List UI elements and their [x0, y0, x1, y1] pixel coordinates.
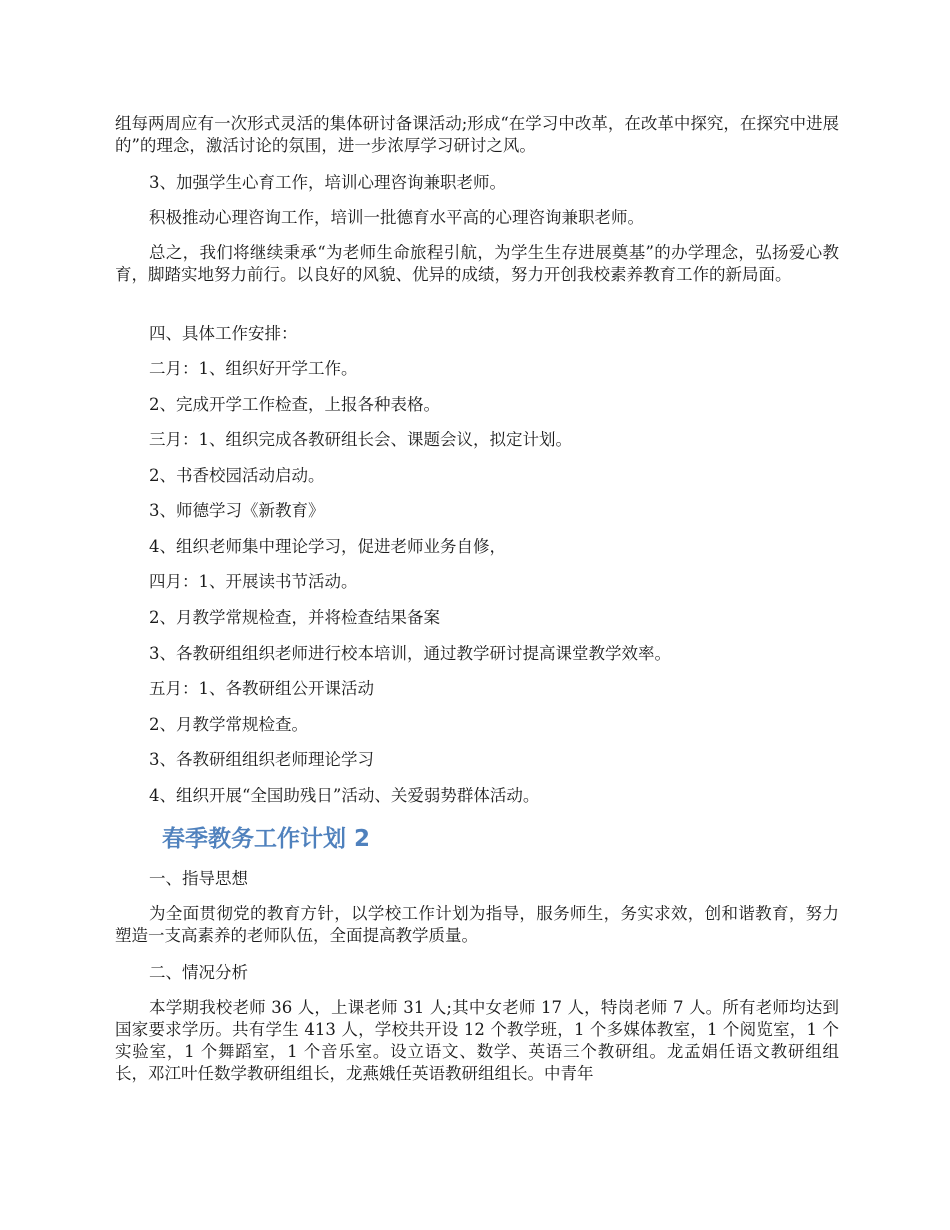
schedule-mar-2: 2、书香校园活动启动。: [149, 466, 325, 485]
schedule-may-3: 3、各教研组组织老师理论学习: [149, 750, 374, 769]
schedule-apr-3: 3、各教研组组织老师进行校本培训，通过教学研讨提高课堂教学效率。: [149, 644, 671, 663]
paragraph-study-philosophy: 组每两周应有一次形式灵活的集体研讨备课活动;形成“在学习中改革，在改革中探究，在探究中进展的”的理念，激活讨论的氛围，进一步浓厚学习研讨之风。: [115, 114, 839, 155]
schedule-mar-1: 三月：1、组织完成各教研组长会、课题会议，拟定计划。: [149, 430, 572, 449]
item-psychology-work: 3、加强学生心育工作，培训心理咨询兼职老师。: [149, 173, 506, 192]
section-heading: 春季教务工作计划 2: [162, 826, 371, 852]
schedule-feb-1: 二月：1、组织好开学工作。: [149, 359, 358, 378]
guiding-ideology-title: 一、指导思想: [149, 869, 248, 888]
schedule-feb-2: 2、完成开学工作检查，上报各种表格。: [149, 395, 440, 414]
situation-analysis-text: 本学期我校老师 36 人，上课老师 31 人;其中女老师 17 人，特岗老师 7 人。所有老师均达到国家要求学历。共有学生 413 人，学校共开设 12 个教学班，1 个多媒体教室，1 个阅览室，1 个实验室，1 个舞蹈室，1 个音乐室。设立语文、数学、英语三个教研组。龙孟娟任语文教研组组长，邓江叶任数学教研组组长，龙燕娥任英语教研组组长。中青年: [115, 998, 839, 1083]
schedule-may-4: 4、组织开展“全国助残日”活动、关爱弱势群体活动。: [149, 786, 540, 805]
paragraph-counseling: 积极推动心理咨询工作，培训一批德育水平高的心理咨询兼职老师。: [149, 208, 644, 227]
paragraph-summary: 总之，我们将继续秉承“为老师生命旅程引航，为学生生存进展奠基”的办学理念，弘扬爱心教育，脚踏实地努力前行。以良好的风貌、优异的成绩，努力开创我校素养教育工作的新局面。: [115, 243, 839, 284]
schedule-apr-2: 2、月教学常规检查，并将检查结果备案: [149, 608, 440, 627]
situation-analysis-title: 二、情况分析: [149, 963, 248, 982]
schedule-may-1: 五月：1、各教研组公开课活动: [149, 679, 374, 698]
schedule-may-2: 2、月教学常规检查。: [149, 715, 308, 734]
schedule-mar-3: 3、师德学习《新教育》: [149, 501, 325, 520]
schedule-mar-4: 4、组织老师集中理论学习，促进老师业务自修，: [149, 537, 506, 556]
guiding-ideology-text: 为全面贯彻党的教育方针，以学校工作计划为指导，服务师生，务实求效，创和谐教育，努力塑造一支高素养的老师队伍，全面提高教学质量。: [115, 904, 839, 945]
schedule-apr-1: 四月：1、开展读书节活动。: [149, 572, 358, 591]
section-title-schedule: 四、具体工作安排：: [149, 324, 298, 343]
